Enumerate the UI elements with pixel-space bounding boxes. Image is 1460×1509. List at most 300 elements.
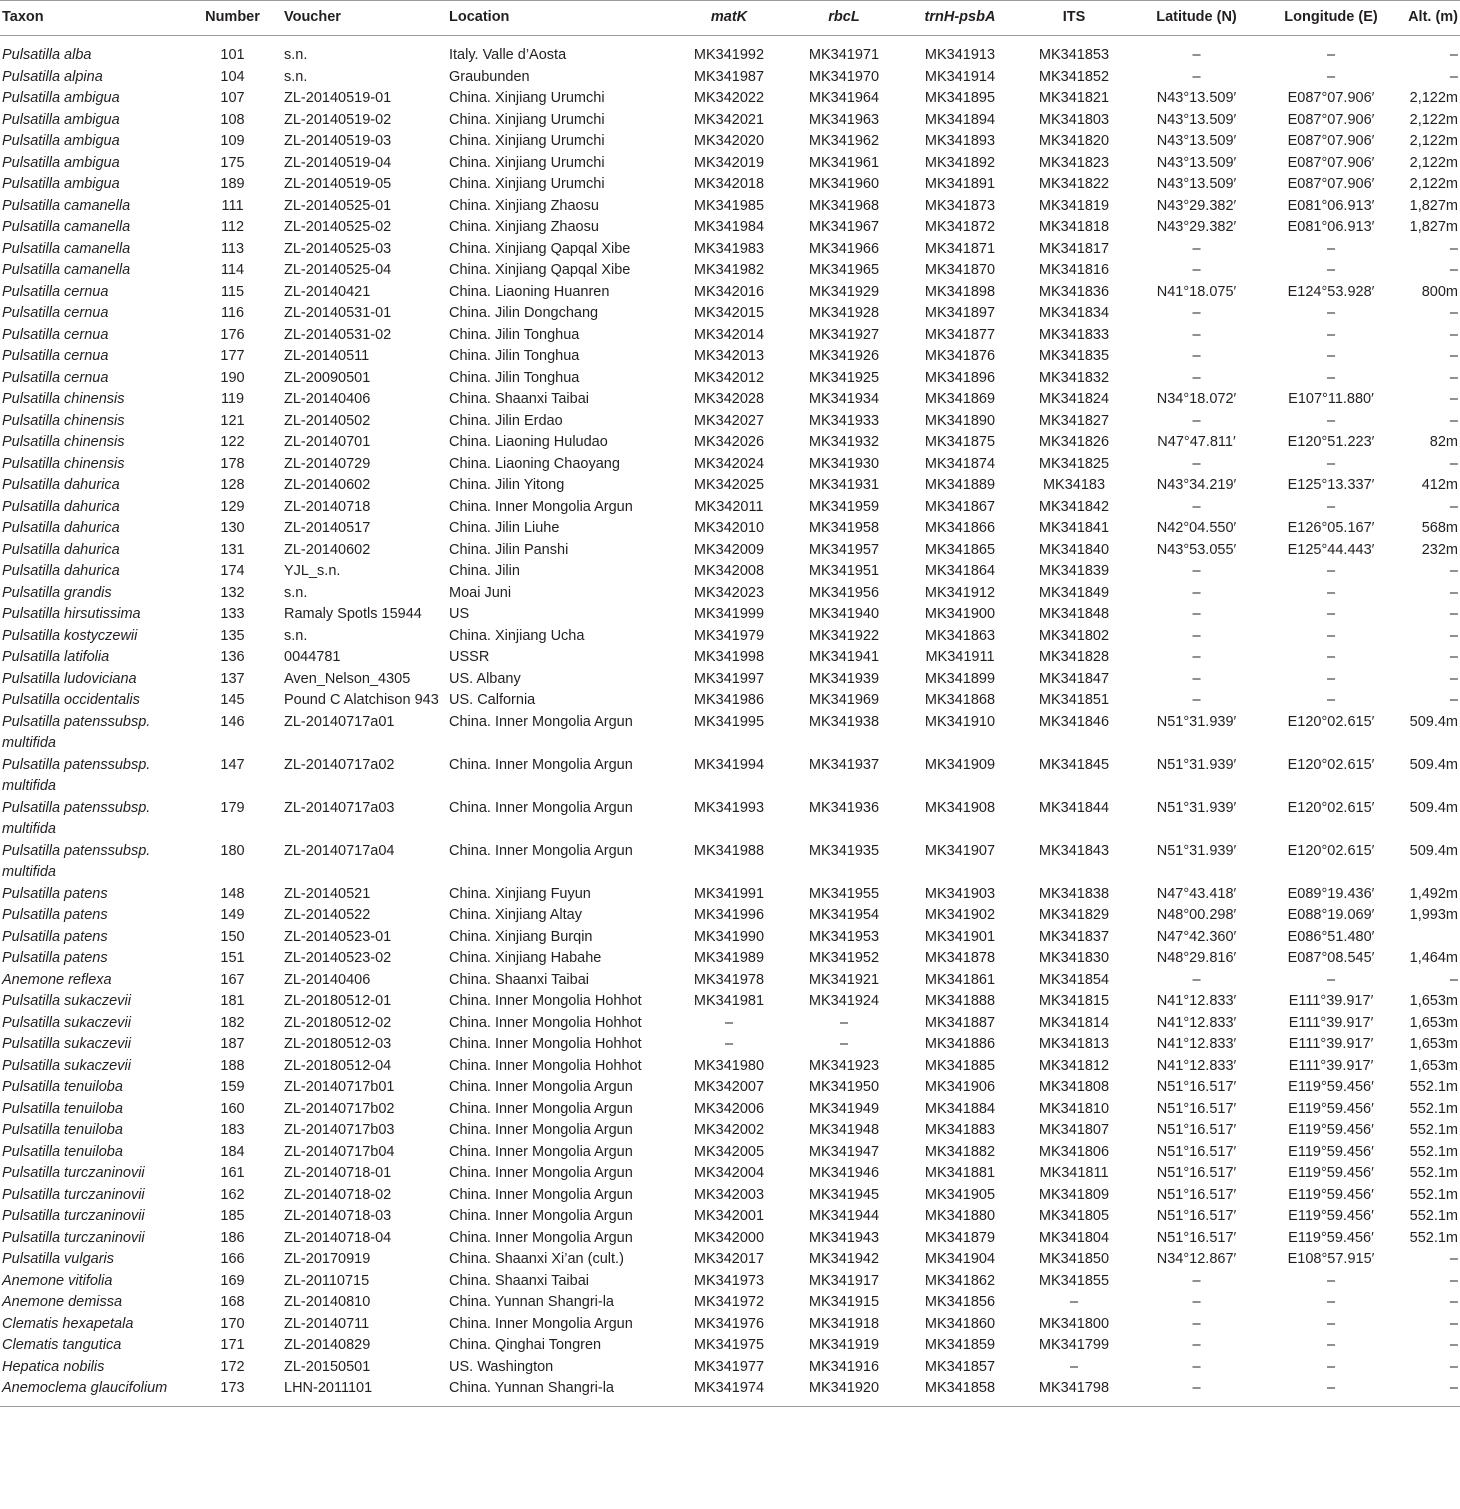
cell-location: China. Xinjiang Qapqal Xibe [449,262,631,278]
cell-taxon: Pulsatilla chinensis [2,434,125,450]
cell-its: MK341803 [1038,111,1110,128]
cell-trnh-psba: MK341870 [924,262,996,278]
cell-latitude: – [1192,262,1201,278]
cell-altitude: 1,827m [1409,197,1458,214]
cell-rbcl: MK341943 [808,1229,880,1246]
cell-altitude: – [1449,1315,1458,1332]
cell-number: 109 [220,133,245,149]
cell-matk: MK341974 [670,1378,788,1406]
cell-voucher: ZL-20140523-02 [284,950,392,966]
cell-trnh-psba: MK341879 [924,1229,996,1246]
table-row [0,1163,1460,1185]
cell-matk: MK341995 [693,713,765,730]
cell-matk: MK341977 [693,1358,765,1375]
cell-location: China. Inner Mongolia Argun [449,799,633,816]
cell-voucher: ZL-20140717a04 [284,842,395,859]
cell-trnh-psba: MK341863 [924,627,996,644]
cell-longitude: E087°07.906′ [1287,133,1375,149]
cell-location: China. Liaoning Huanren [449,283,610,300]
cell-trnh-psba: MK341885 [924,1057,996,1074]
cell-trnh-psba: MK341895 [924,90,996,106]
cell-latitude: N47°43.418′ [1156,885,1237,902]
cell-number: 115 [220,283,245,300]
cell-number: 116 [220,305,245,321]
cell-matk: MK341987 [693,68,765,85]
cell-longitude: – [1326,1337,1336,1353]
cell-altitude: 552.1m [1409,1079,1458,1095]
cell-altitude: – [1449,1337,1458,1353]
cell-matk: MK342026 [693,434,765,450]
cell-longitude: E119°59.456′ [1288,1079,1374,1095]
cell-taxon: Pulsatilla ludoviciana [2,670,137,687]
cell-altitude: – [1449,240,1458,257]
cell-rbcl: MK341933 [808,412,880,429]
cell-its: MK341842 [1038,498,1110,515]
cell-matk: MK342023 [693,584,765,601]
cell-its: MK341809 [1038,1186,1110,1203]
cell-taxon: Pulsatilla cernua [2,305,109,321]
cell-latitude: N43°34.219′ [1156,477,1237,493]
cell-location: China. Liaoning Huludao [449,434,608,450]
cell-longitude: E119°59.456′ [1288,1122,1374,1138]
cell-latitude: N51°16.517′ [1156,1186,1237,1203]
cell-its: MK341828 [1038,649,1110,665]
cell-rbcl: MK341927 [808,326,880,343]
table-row [0,798,1460,841]
cell-matk: MK341978 [693,971,765,988]
cell-trnh-psba: MK341860 [924,1315,996,1332]
cell-latitude: – [1192,649,1201,665]
cell-location: US [449,606,470,622]
table-row [0,174,1460,196]
cell-taxon: Pulsatilla sukaczevii [2,993,131,1009]
cell-rbcl: MK341936 [808,799,880,816]
cell-location: China. Inner Mongolia Hohhot [449,1036,642,1052]
cell-its: MK341820 [1038,133,1110,149]
cell-its: MK341834 [1038,305,1110,321]
cell-number: 187 [220,1036,245,1052]
cell-rbcl: MK341948 [808,1122,880,1138]
cell-location: China. Inner Mongolia Hohhot [449,1057,642,1074]
cell-its: MK341807 [1038,1122,1110,1138]
cell-latitude: – [1192,1294,1201,1310]
table-row [0,196,1460,218]
cell-rbcl: MK341958 [808,520,880,536]
cell-its: MK341813 [1038,1036,1110,1052]
table-row [0,411,1460,433]
cell-its: MK341804 [1038,1229,1110,1246]
cell-latitude: – [1192,305,1201,321]
cell-altitude: 1,993m [1409,907,1458,923]
cell-latitude: – [1192,369,1201,386]
cell-number: 132 [220,584,245,601]
table-row [0,690,1460,712]
cell-voucher: 0044781 [284,649,341,665]
cell-trnh-psba: MK341862 [924,1272,996,1289]
cell-number: 128 [220,477,245,493]
cell-altitude: – [1449,391,1458,407]
table-row [0,217,1460,239]
cell-rbcl: MK341946 [808,1165,880,1181]
cell-rbcl: MK341968 [808,197,880,214]
cell-longitude: – [1326,606,1336,622]
table-row [0,239,1460,261]
cell-location: China. Jilin Tonghua [449,326,580,343]
cell-its: MK341814 [1038,1014,1110,1031]
cell-longitude: E111°39.917′ [1288,1014,1374,1031]
cell-trnh-psba: MK341910 [924,713,996,730]
table-row [0,927,1460,949]
cell-number: 182 [220,1014,245,1031]
cell-trnh-psba: MK341905 [924,1186,996,1203]
table-row [0,991,1460,1013]
cell-latitude: N41°12.833′ [1156,1057,1237,1074]
table-row [0,841,1460,884]
table-row [0,1099,1460,1121]
cell-location: China. Inner Mongolia Argun [449,498,633,515]
table-row [0,669,1460,691]
cell-matk: MK342006 [693,1100,765,1117]
cell-number: 176 [220,326,245,343]
table-row [0,36,1460,67]
cell-matk: MK342004 [693,1165,765,1181]
cell-matk: MK342016 [693,283,765,300]
cell-latitude: N51°16.517′ [1156,1229,1237,1246]
table-row [0,1077,1460,1099]
cell-rbcl: MK341969 [808,692,880,708]
cell-longitude: E081°06.913′ [1287,197,1375,214]
cell-latitude: – [1128,1378,1265,1406]
cell-matk: MK342020 [693,133,765,149]
cell-taxon: Pulsatilla turczaninovii [2,1165,145,1181]
cell-location: China. Jilin Panshi [449,541,569,558]
table-row [0,1120,1460,1142]
cell-voucher: Ramaly Spotls 15944 [284,606,422,622]
cell-location: China. Xinjiang Altay [449,907,582,923]
cell-trnh-psba: MK341913 [924,47,996,63]
cell-altitude: 1,827m [1409,219,1458,235]
cell-matk: MK341993 [693,799,765,816]
cell-taxon: Pulsatilla patens [2,907,108,923]
cell-latitude: N47°47.811′ [1157,434,1236,450]
cell-longitude: – [1326,692,1336,708]
cell-altitude: 1,464m [1409,950,1458,966]
cell-location: China. Inner Mongolia Argun [449,1143,633,1160]
cell-matk: MK342007 [693,1079,765,1095]
cell-its: MK341836 [1038,283,1110,300]
cell-voucher: ZL-20140421 [284,283,371,300]
cell-its: MK341848 [1038,606,1110,622]
header-row [0,1,1460,36]
cell-latitude: N43°13.509′ [1156,111,1237,128]
cell-latitude: N43°13.509′ [1156,154,1237,171]
cell-rbcl: MK341919 [808,1337,880,1353]
cell-its: MK341821 [1038,90,1110,106]
cell-number: 121 [220,412,245,429]
table-row [0,647,1460,669]
cell-trnh-psba: MK341912 [924,584,996,601]
cell-rbcl: MK341938 [808,713,880,730]
cell-matk: MK342011 [694,498,764,515]
cell-its: MK341818 [1038,219,1110,235]
cell-taxon: Hepatica nobilis [2,1358,105,1375]
cell-trnh-psba: MK341907 [924,842,996,859]
cell-matk: MK342022 [693,90,765,106]
cell-number: 148 [220,885,245,902]
cell-latitude: – [1192,1358,1201,1375]
cell-voucher: ZL-20140717b03 [284,1122,395,1138]
cell-its: MK341844 [1038,799,1110,816]
cell-location: China. Inner Mongolia Argun [449,1208,633,1224]
cell-number: 172 [220,1358,245,1375]
cell-longitude: E119°59.456′ [1288,1208,1374,1224]
cell-number: 107 [220,90,245,106]
cell-voucher: ZL-20140602 [284,477,371,493]
cell-trnh-psba: MK341903 [924,885,996,902]
cell-taxon: Pulsatilla sukaczevii [2,1057,131,1074]
cell-matk: MK341990 [693,928,765,945]
cell-number: 147 [220,756,245,773]
cell-altitude: – [1449,1294,1458,1310]
cell-longitude: E088°19.069′ [1287,907,1375,923]
cell-altitude: 509.4m [1409,842,1458,859]
cell-trnh-psba: MK341883 [924,1122,996,1138]
cell-number: 170 [220,1315,245,1332]
cell-voucher: ZL-20140523-01 [284,928,392,945]
cell-matk: MK342024 [693,455,765,472]
cell-matk: MK341997 [693,670,765,687]
cell-matk: MK342003 [693,1186,765,1203]
cell-longitude: E108°57.915′ [1287,1251,1375,1267]
cell-matk: MK341994 [693,756,765,773]
cell-location: China. Inner Mongolia Argun [449,756,633,773]
table-row [0,755,1460,798]
cell-taxon: Clematis tangutica [2,1337,122,1353]
table-row [0,905,1460,927]
cell-taxon: Pulsatilla ambigua [2,154,120,171]
cell-location: China. Shaanxi Taibai [449,971,589,988]
cell-latitude: N48°00.298′ [1156,907,1237,923]
cell-voucher: ZL-20170919 [284,1251,371,1267]
cell-altitude: 552.1m [1409,1208,1458,1224]
cell-location: China. Shaanxi Taibai [449,1272,589,1289]
cell-rbcl: MK341964 [808,90,880,106]
cell-altitude: 1,653m [1409,1057,1458,1074]
cell-rbcl: MK341957 [808,541,880,558]
cell-rbcl: MK341965 [808,262,880,278]
cell-latitude: N51°16.517′ [1156,1143,1237,1160]
cell-number: 131 [220,541,245,558]
cell-location: US. Calfornia [449,692,536,708]
cell-matk: MK341980 [693,1057,765,1074]
cell-location: China. Yunnan Shangri-la [445,1378,670,1406]
cell-number: 184 [220,1143,245,1160]
cell-rbcl: MK341954 [808,907,880,923]
table-row [0,1249,1460,1271]
cell-taxon: Pulsatilla camanella [2,197,131,214]
cell-number: 178 [220,455,245,472]
cell-trnh-psba: MK341901 [924,928,996,945]
cell-latitude: N48°29.816′ [1156,950,1237,966]
cell-trnh-psba: MK341875 [924,434,996,450]
cell-location: Moai Juni [449,584,512,601]
cell-its: MK341798 [1020,1378,1128,1406]
cell-longitude: E125°44.443′ [1287,541,1375,558]
cell-latitude: N42°04.550′ [1156,520,1237,536]
cell-number: 137 [220,670,245,687]
cell-altitude: 2,122m [1409,133,1458,149]
cell-trnh-psba: MK341904 [924,1251,996,1267]
cell-rbcl: MK341922 [808,627,880,644]
cell-longitude: – [1326,326,1336,343]
cell-its: MK341853 [1038,47,1110,63]
cell-altitude: – [1449,1358,1458,1375]
cell-rbcl: MK341923 [808,1057,880,1074]
cell-number: 150 [220,928,245,945]
cell-voucher: ZL-20140717b01 [284,1079,395,1095]
table-row [0,604,1460,626]
cell-voucher: ZL-20140521 [284,885,371,902]
cell-latitude: N51°16.517′ [1156,1165,1237,1181]
cell-latitude: – [1192,584,1201,601]
cell-rbcl: MK341918 [808,1315,880,1332]
cell-matk: MK342005 [693,1143,765,1160]
cell-latitude: N41°12.833′ [1156,1014,1237,1031]
cell-latitude: N34°18.072′ [1156,391,1237,407]
table-row [0,1034,1460,1056]
header-voucher: Voucher [280,1,445,36]
cell-location: China. Liaoning Chaoyang [449,455,620,472]
cell-altitude: 1,653m [1409,1014,1458,1031]
cell-number: 161 [220,1165,245,1181]
cell-longitude: E081°06.913′ [1287,219,1375,235]
cell-altitude: – [1449,412,1458,429]
cell-taxon: Pulsatilla camanella [2,262,131,278]
table-row [0,540,1460,562]
cell-altitude: – [1449,455,1458,472]
cell-altitude: 509.4m [1409,756,1458,773]
cell-its: MK341835 [1038,348,1110,364]
cell-altitude: 1,653m [1409,993,1458,1009]
cell-number: 159 [220,1079,245,1095]
cell-longitude: E126°05.167′ [1287,520,1375,536]
cell-location: China. Inner Mongolia Argun [449,842,633,859]
cell-voucher: s.n. [284,627,308,644]
cell-voucher: s.n. [284,68,308,85]
cell-trnh-psba: MK341896 [924,369,996,386]
cell-number: 160 [220,1100,245,1117]
cell-its: MK341824 [1038,391,1110,407]
cell-matk: MK342009 [693,541,765,558]
cell-matk: MK342027 [693,412,765,429]
cell-number: 179 [220,799,245,816]
cell-taxon: Pulsatilla turczaninovii [2,1229,145,1246]
cell-matk: MK341999 [693,606,765,622]
cell-location: China. Jilin Tonghua [449,369,580,386]
cell-matk: MK341973 [693,1272,765,1289]
cell-rbcl: MK341952 [808,950,880,966]
cell-taxon: Pulsatilla occidentalis [2,692,140,708]
cell-number: 130 [220,520,245,536]
cell-its: MK341816 [1038,262,1110,278]
cell-voucher: LHN-2011101 [280,1378,445,1406]
cell-voucher: ZL-20140602 [284,541,371,558]
cell-voucher: ZL-20140525-03 [284,240,392,257]
cell-altitude: 552.1m [1409,1229,1458,1246]
cell-latitude: – [1192,563,1201,579]
cell-location: China. Inner Mongolia Argun [449,1186,633,1203]
cell-location: USSR [449,649,490,665]
cell-voucher: ZL-20140519-05 [284,176,392,192]
cell-its: – [1069,1358,1079,1375]
cell-number: 188 [220,1057,245,1074]
cell-latitude: N51°16.517′ [1156,1100,1237,1117]
table-row [0,368,1460,390]
cell-matk: MK341985 [693,197,765,214]
cell-matk: MK341988 [693,842,765,859]
cell-rbcl: MK341944 [808,1208,880,1224]
cell-altitude: – [1449,692,1458,708]
cell-voucher: ZL-20140717a03 [284,799,395,816]
table-row [0,948,1460,970]
cell-latitude: N51°16.517′ [1156,1079,1237,1095]
cell-location: China. Xinjiang Ucha [449,627,585,644]
cell-voucher: ZL-20140701 [284,434,371,450]
cell-altitude: – [1449,563,1458,579]
cell-latitude: N41°18.075′ [1156,283,1237,300]
cell-its: MK341846 [1038,713,1110,730]
cell-taxon: Pulsatilla patenssubsp. multifida [2,756,151,794]
cell-rbcl: – [839,1036,849,1052]
cell-trnh-psba: MK341888 [924,993,996,1009]
cell-taxon: Pulsatilla chinensis [2,455,125,472]
header-longitude: Longitude (E) [1265,1,1397,36]
cell-location: China. Xinjiang Urumchi [449,154,605,171]
cell-taxon: Pulsatilla chinensis [2,412,125,429]
cell-altitude: – [1449,606,1458,622]
cell-voucher: ZL-20140406 [284,391,371,407]
cell-voucher: ZL-20140525-04 [284,262,392,278]
cell-matk: – [724,1014,734,1031]
cell-voucher: ZL-20140519-04 [284,154,392,171]
cell-latitude: N43°29.382′ [1156,219,1237,235]
cell-taxon: Pulsatilla dahurica [2,498,120,515]
cell-rbcl: MK341970 [808,68,880,85]
cell-altitude: 552.1m [1409,1143,1458,1160]
cell-taxon: Pulsatilla tenuiloba [2,1079,123,1095]
cell-trnh-psba: MK341891 [924,176,996,192]
table-row [0,282,1460,304]
cell-location: China. Inner Mongolia Argun [449,1229,633,1246]
cell-longitude: E120°02.615′ [1287,799,1375,816]
cell-number: 171 [220,1337,245,1353]
cell-trnh-psba: MK341889 [924,477,996,493]
cell-number: 135 [220,627,245,644]
cell-number: 104 [220,68,245,85]
cell-longitude: E125°13.337′ [1287,477,1375,493]
cell-its: MK341817 [1038,240,1110,257]
cell-longitude: – [1326,455,1336,472]
cell-altitude: – [1449,1251,1458,1267]
table-row [0,153,1460,175]
cell-trnh-psba: MK341892 [924,154,996,171]
cell-taxon: Pulsatilla vulgaris [2,1251,115,1267]
table-row [0,497,1460,519]
cell-taxon: Anemone vitifolia [2,1272,113,1289]
cell-trnh-psba: MK341868 [924,692,996,708]
cell-latitude: – [1192,606,1201,622]
cell-taxon: Anemone reflexa [2,971,112,988]
